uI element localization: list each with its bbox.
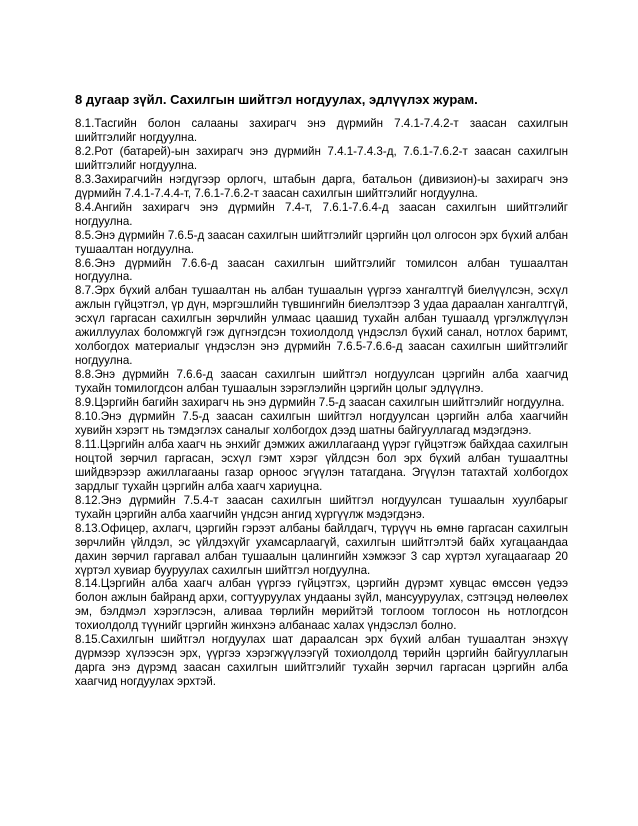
article-heading: 8 дугаар зүйл. Сахилгын шийтгэл ногдуулах, эдлүүлэх журам. bbox=[75, 92, 478, 107]
paragraph-8-1: 8.1.Тасгийн болон салааны захирагч энэ дүрмийн 7.4.1-7.4.2-т заасан сахилгын шийтгэлийг ногдуулна. bbox=[75, 117, 568, 144]
paragraph-8-15: 8.15.Сахилгын шийтгэл ногдуулах шат дараалсан эрх бүхий албан тушаалтан энэхүү дүрмээр хүлээсэн эрх, үүргээ хэрэгжүүлээгүй тохиолдолд төрийн цэргийн байгууллагын дарга энэ дүрэмд заасан сахилгын шийтгэлийг тухайн зөрчил гаргасан цэргийн алба хаагчид ногдуулах эрхтэй. bbox=[75, 633, 568, 689]
paragraph-8-8: 8.8.Энэ дүрмийн 7.6.6-д заасан сахилгын шийтгэл ногдуулсан цэргийн алба хаагчид тухайн томилогдсон албан тушаалын зэрэглэлийн цэргийн цолыг эдлүүлнэ. bbox=[75, 368, 568, 396]
paragraph-8-9: 8.9.Цэргийн багийн захирагч нь энэ дүрмийн 7.5-д заасан сахилгын шийтгэлийг ногдуулна. bbox=[75, 396, 565, 410]
paragraph-8-7: 8.7.Эрх бүхий албан тушаалтан нь албан тушаалын үүргээ хангалтгүй биелүүлсэн, эсхүл ажлын гүйцэтгэл, үр дүн, мэргэшлийн түвшингийн биелэлтээр 3 удаа дараалан хангалтгүй, эсхүл гаргасан сахилгын зөрчлийн улмаас цаашид тухайн албан тушаалд үргэлжлүүлэн ажиллуулах боломжгүй гэж дүгнэгдсэн тохиолдолд үндэслэл бүхий санал, нотлох баримт, холбогдох материалыг үндэслэн энэ дүрмийн 7.6.5-7.6.6-д заасан сахилгын шийтгэлийг ногдуулна. bbox=[75, 284, 568, 368]
paragraph-8-5: 8.5.Энэ дүрмийн 7.6.5-д заасан сахилгын шийтгэлийг цэргийн цол олгосон эрх бүхий албан тушаалтан ногдуулна. bbox=[75, 228, 568, 256]
paragraph-8-10: 8.10.Энэ дүрмийн 7.5-д заасан сахилгын шийтгэл ногдуулсан цэргийн алба хаагчийн хувийн хэрэгт нь тэмдэглэх саналыг холбогдох дээд шатны байгууллагад мэдэгдэнэ. bbox=[75, 410, 568, 437]
paragraph-8-12: 8.12.Энэ дүрмийн 7.5.4-т заасан сахилгын шийтгэл ногдуулсан тушаалын хуулбарыг тухайн цэргийн алба хаагчийн үндсэн ангид хүргүүлж мэдэгдэнэ. bbox=[75, 493, 568, 521]
article-body bbox=[75, 117, 568, 689]
paragraph-8-13: 8.13.Офицер, ахлагч, цэргийн гэрээт албаны байлдагч, түрүүч нь өмнө гаргасан сахилгын зөрчлийн үйлдэл, эс үйлдэхүйг ухамсарлаагүй, сахилгын шийтгэлтэй байх хугацаандаа дахин зөрчил гаргавал албан тушаалын цалингийн хэмжээг 3 сар хүртэл хугацаагаар 20 хүртэл хувиар бууруулах сахилгын шийтгэл ногдуулна. bbox=[75, 521, 568, 577]
paragraph-8-11: 8.11.Цэргийн алба хаагч нь энхийг дэмжих ажиллагаанд үүрэг гүйцэтгэж байхдаа сахилгын ноцтой зөрчил гаргасан, эсхүл гэмт хэрэг үйлдсэн бол эрх бүхий албан тушаалтны шийдвэрээр ажиллагааны газар орноос эгүүлэн татагдана. Эгүүлэн татахтай холбогдох зардлыг тухайн цэргийн алба хаагч хариуцна. bbox=[75, 437, 568, 493]
paragraph-8-14: 8.14.Цэргийн алба хаагч албан үүргээ гүйцэтгэх, цэргийн дүрэмт хувцас өмссөн үедээ болон ажлын байранд архи, согтууруулах ундааны зүйл, мансууруулах, сэтгэцэд нөлөөлөх эм, бэлдмэл хэрэглэсэн, аливаа төрлийн мөрийтэй тоглоом тоглосон нь нотлогдсон тохиолдолд түүнийг цэргийн жинхэнэ албанаас халах үндэслэл болно. bbox=[75, 577, 568, 633]
document-page bbox=[75, 91, 568, 689]
paragraph-8-3: 8.3.Захирагчийн нэгдүгээр орлогч, штабын дарга, батальон (дивизион)-ы захирагч энэ дүрмийн 7.4.1-7.4.4-т, 7.6.1-7.6.2-т заасан сахилгын шийтгэлийг ногдуулна. bbox=[75, 172, 568, 200]
paragraph-8-4: 8.4.Ангийн захирагч энэ дүрмийн 7.4-т, 7.6.1-7.6.4-д заасан сахилгын шийтгэлийг ногдуулна. bbox=[75, 200, 568, 228]
paragraph-8-6: 8.6.Энэ дүрмийн 7.6.6-д заасан сахилгын шийтгэлийг томилсон албан тушаалтан ногдуулна. bbox=[75, 256, 568, 284]
paragraph-8-2: 8.2.Рот (батарей)-ын захирагч энэ дүрмийн 7.4.1-7.4.3-д, 7.6.1-7.6.2-т заасан сахилгын шийтгэлийг ногдуулна. bbox=[75, 144, 568, 172]
